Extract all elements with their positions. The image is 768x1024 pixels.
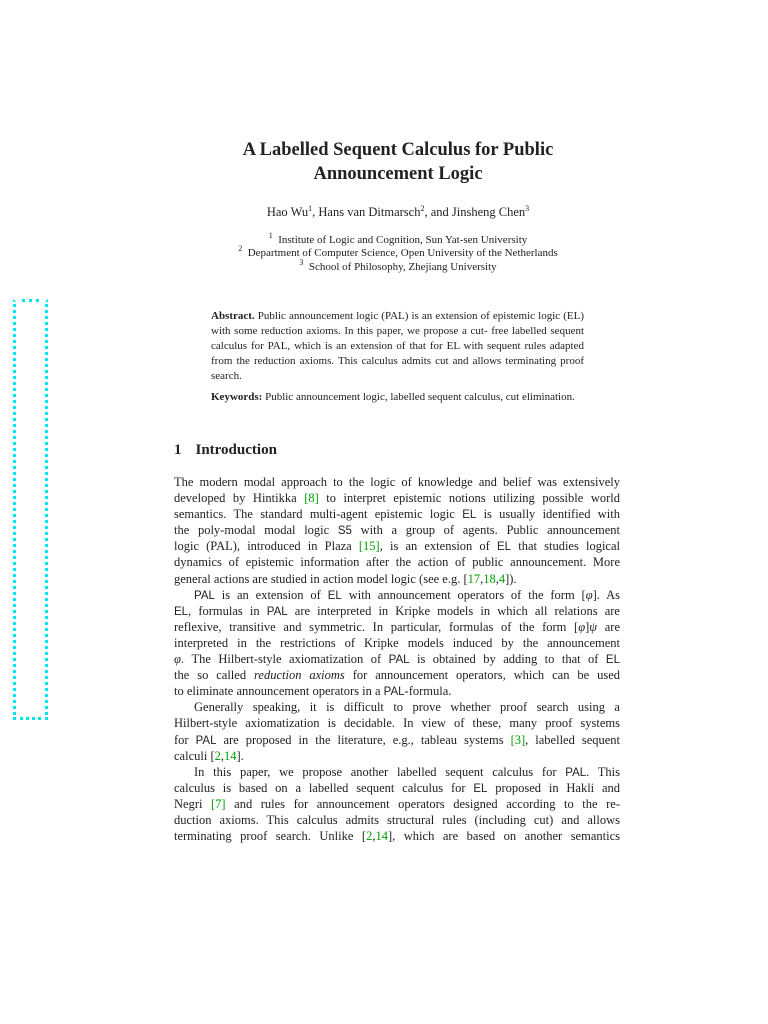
body-line: semantics. The standard multi-agent epistemic logic EL is usually identified with [174, 507, 620, 522]
keywords: Keywords: Public announcement logic, labelled sequent calculus, cut elimination. [211, 390, 575, 403]
body-line: Generally speaking, it is difficult to prove whether proof search using a [194, 700, 620, 715]
author-2: , Hans van Ditmarsch [312, 205, 421, 219]
margin-frame [13, 299, 48, 720]
citation-link[interactable]: [15] [358, 539, 380, 554]
author-3-sup: 3 [525, 204, 530, 213]
body-line: Negri [7] and rules for announcement operators designed according to the re- [174, 796, 620, 811]
title-line-2: Announcement Logic [313, 164, 483, 184]
citation-link[interactable]: 4 [498, 571, 506, 586]
body-line: the poly-modal modal logic S5 with a group of agents. Public announcement [174, 523, 621, 538]
body-line: the so called reduction axioms for announcement operators, which can be used [174, 668, 621, 683]
body-line: PAL is an extension of EL with announcement operators of the form [φ]. As [194, 587, 620, 602]
abstract [211, 309, 584, 404]
body-line: Hilbert-style axiomatization is decidable. In view of these, many proof systems [174, 716, 620, 731]
citation-link[interactable]: [3] [510, 732, 526, 747]
body-line: calculus is based on a labelled sequent calculus for EL proposed in Hakli and [174, 780, 620, 795]
section-number: 1 [174, 442, 182, 458]
affiliation-1: $^1$ Institute of Logic and Cognition, Sun Yat-sen University [268, 231, 528, 246]
citation-link[interactable]: 14 [375, 829, 388, 844]
body-text [174, 474, 620, 844]
citation-link[interactable]: 2 [366, 829, 373, 844]
keywords-label: Keywords: [211, 390, 263, 403]
section-heading [174, 442, 277, 459]
citation-link[interactable]: [7] [211, 796, 226, 811]
body-line: for PAL are proposed in the literature, e.g., tableau systems [3], labelled sequent [174, 732, 621, 747]
author-1-sup: 1 [308, 204, 313, 213]
title-line-1: A Labelled Sequent Calculus for Public [242, 140, 554, 160]
author-1: Hao Wu [266, 205, 309, 219]
author-3: , and Jinsheng Chen [424, 205, 526, 219]
citation-link[interactable]: 2 [214, 748, 221, 763]
body-line: φ. The Hilbert-style axiomatization of PAL is obtained by adding to that of EL [174, 652, 620, 667]
body-line: calculi [2,14]. [174, 748, 244, 763]
section-title: Introduction [195, 442, 277, 458]
body-line: developed by Hintikka [8] to interpret epistemic notions utilizing possible world [174, 491, 620, 506]
abstract-label: Abstract. [211, 310, 255, 322]
body-line: logic (PAL), introduced in Plaza [15], is an extension of EL that studies logical [174, 539, 620, 554]
body-line: to eliminate announcement operators in a PAL-formula. [174, 684, 452, 699]
citation-link[interactable]: [8] [304, 491, 319, 506]
body-line: reflexive, transitive and symmetric. In particular, formulas of the form [φ]ψ are [174, 619, 620, 634]
citation-link[interactable]: 17 [467, 571, 481, 586]
body-line: duction axioms. This calculus admits structural rules (including cut) and allows [174, 812, 620, 827]
body-line: general actions are studied in action model logic (see e.g. [17,18,4]). [174, 571, 517, 586]
affiliation-2: $^2$ Department of Computer Science, Open University of the Netherlands [238, 244, 558, 260]
body-line: interpreted in the restrictions of Kripke models induced by the announcement [174, 635, 620, 650]
authors [150, 205, 646, 220]
paper-title [150, 138, 646, 186]
body-line: The modern modal approach to the logic of knowledge and belief was extensively [174, 475, 620, 489]
citation-link[interactable]: 18 [483, 571, 496, 586]
abstract-text: Abstract. Public announcement logic (PAL) is an extension of epistemic logic (EL) with some reduction axioms. In this paper, we propose a cut- free labelled sequent calculus for PAL, which is an extension of that for EL with sequent rules adapted from the reduction axioms. This calculus admits cut and allows terminating proof search. [211, 310, 585, 382]
body-line: In this paper, we propose another labelled sequent calculus for PAL. This [194, 764, 621, 779]
author-2-sup: 2 [420, 204, 425, 213]
affiliation-3: $^3$ School of Philosophy, Zhejiang University [299, 257, 497, 273]
body-line: terminating proof search. Unlike [2,14], which are based on another semantics [174, 829, 620, 844]
body-line: EL, formulas in PAL are interpreted in Kripke models in which all relations are [174, 603, 620, 618]
body-line: dynamics of epistemic information after the action of public announcement. More [174, 555, 620, 570]
affiliations [150, 231, 646, 274]
citation-link[interactable]: 14 [223, 748, 237, 763]
